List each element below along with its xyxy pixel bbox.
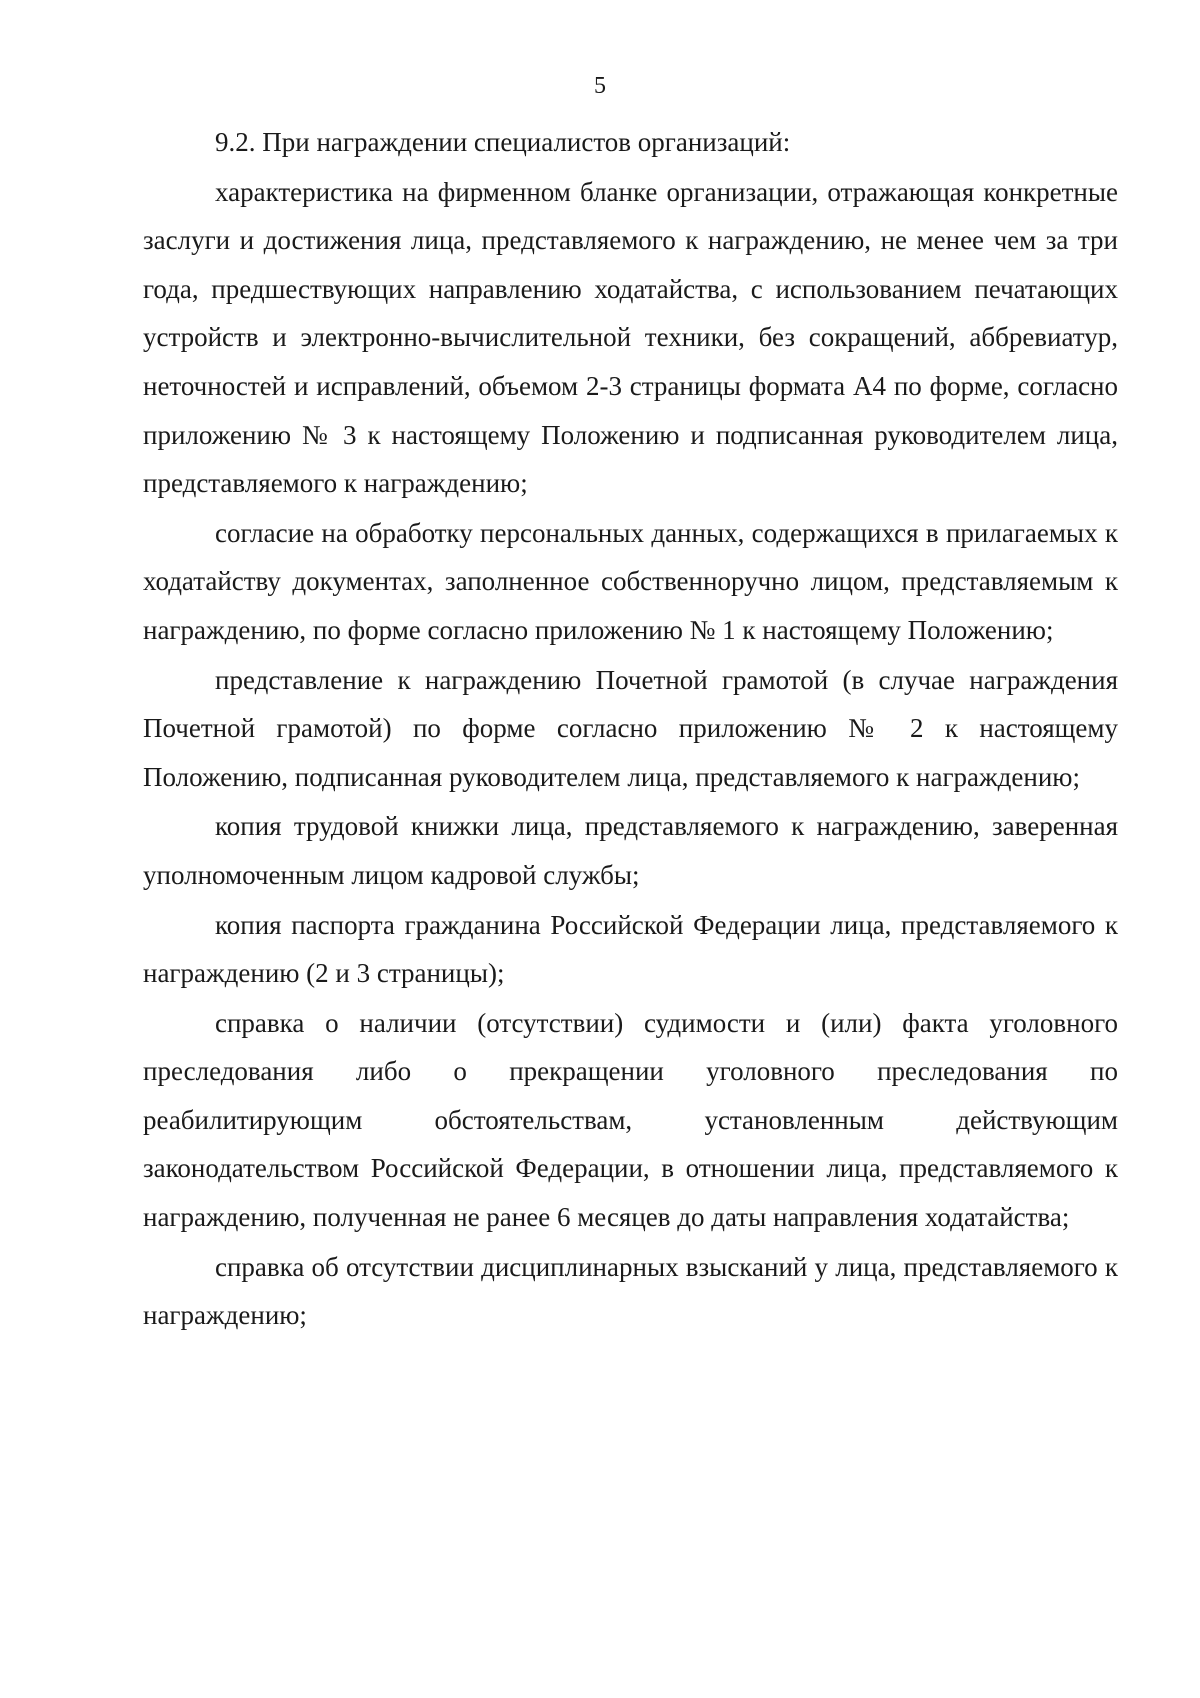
paragraph-criminal-record: справка о наличии (отсутствии) судимости и (или) факта уголовного преследования либо о прекращении уголовного преследования по реабилитирующим обстоятельствам, установленным действующим законодательством Российской Федерации, в отношении лица, представляемого к награждению, полученная не ранее 6 месяцев до даты направления ходатайства; — [143, 1007, 1118, 1233]
page-number: 5 — [594, 73, 606, 99]
paragraph-work-record-copy: копия трудовой книжки лица, представляемого к награждению, заверенная уполномоченным лицом кадровой службы; — [143, 811, 1118, 890]
paragraph-nomination: представление к награждению Почетной грамотой (в случае награждения Почетной грамотой) по форме согласно приложению № 2 к настоящему Положению, подписанная руководителем лица, представляемого к награждению; — [143, 664, 1118, 792]
paragraph-characteristic: характеристика на фирменном бланке организации, отражающая конкретные заслуги и достижения лица, представляемого к награждению, не менее чем за три года, предшествующих направлению ходатайства, с использованием печатающих устройств и электронно-вычислительной техники, без сокращений, аббревиатур, неточностей и исправлений, объемом 2-3 страницы формата А4 по форме, согласно приложению № 3 к настоящему Положению и подписанная руководителем лица, представляемого к награждению; — [143, 176, 1118, 499]
section-heading-9-2: 9.2. При награждении специалистов организаций: — [215, 127, 791, 157]
paragraph-disciplinary: справка об отсутствии дисциплинарных взысканий у лица, представляемого к награждению; — [143, 1251, 1118, 1331]
document-body — [143, 118, 1118, 1341]
paragraph-consent: согласие на обработку персональных данных, содержащихся в прилагаемых к ходатайству документах, заполненное собственноручно лицом, представляемым к награждению, по форме согласно приложению № 1 к настоящему Положению; — [143, 517, 1118, 645]
paragraph-passport-copy: копия паспорта гражданина Российской Федерации лица, представляемого к награждению (2 и 3 страницы); — [143, 909, 1118, 989]
